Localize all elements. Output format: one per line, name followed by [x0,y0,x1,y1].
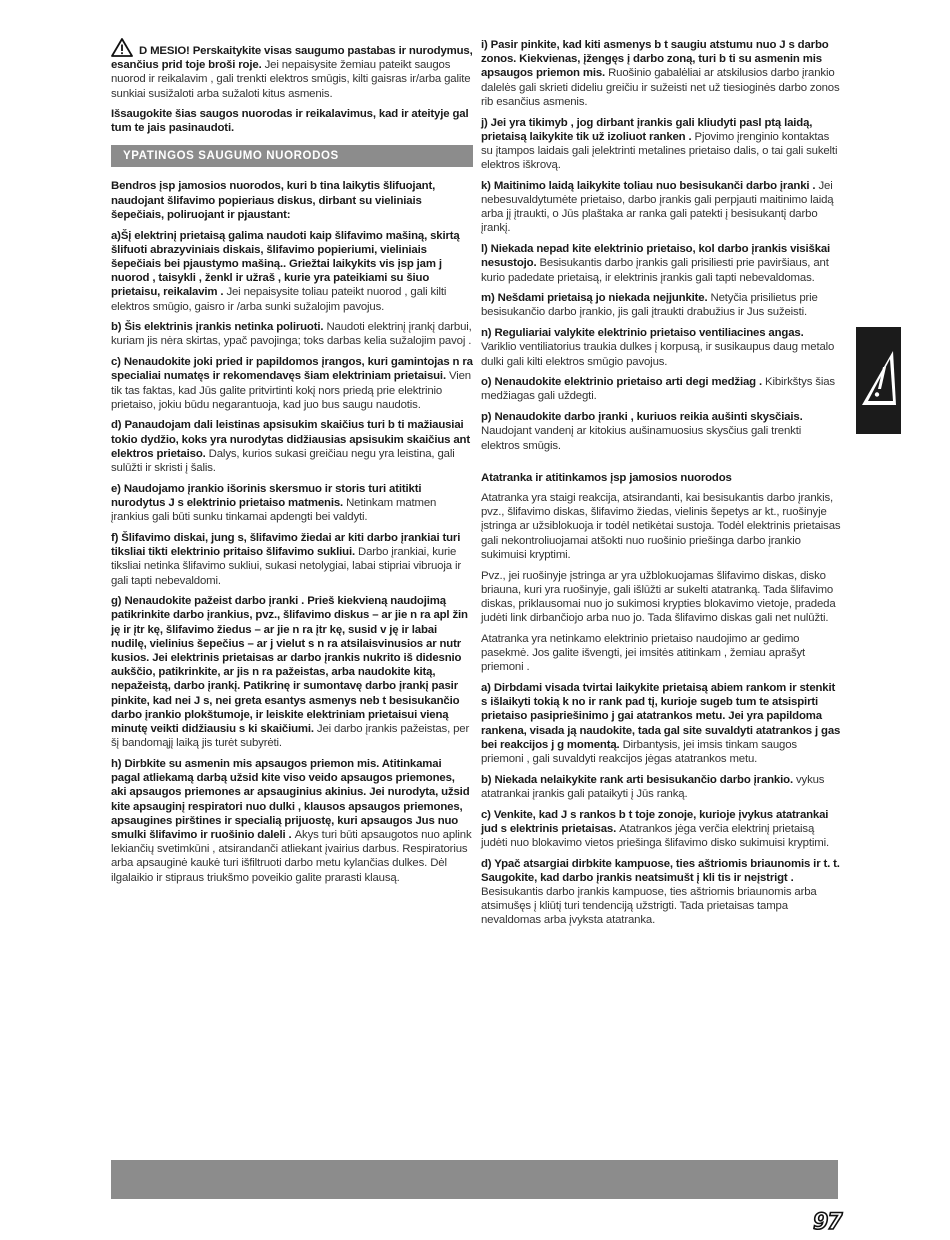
instruction-bold: b) Šis elektrinis įrankis netinka poliruoti. [111,321,324,334]
instruction-item [111,179,473,222]
keep-instructions-text: Išsaugokite šias saugos nuorodas ir reikalavimus, kad ir ateityje gal tum te jais pasinaudoti. [111,107,469,135]
instruction-item [481,569,841,626]
instruction-item [481,808,841,851]
instruction-bold: i) Pasir pinkite, kad kiti asmenys b t saugiu atstumu nuo J s darbo zonos. Kiekvienas, įžengęs į darbo zoną, turi b ti su asmenin mis apsaugos priemon mis. [481,39,829,80]
warning-body-text: Jei nepaisysite žemiau pateikt saugos nuorod ir reikalavim , gali trenkti elektros smūgis, kilti gaisras ir/arba galite sunkiai susižaloti arba sužaloti kitus asmenis. [111,59,471,100]
right-instructions [481,38,841,453]
instruction-bold: a)Šį elektrinį prietaisą galima naudoti kaip šlifavimo mašiną, skirtą šlifuoti abrazyviniais diskais, šlifavimo popieriumi, vieliniais šepečiais bei pjaustymo mašiną.. Griežtai laikykits vis įsp jam j nuorod , taisykli , ženkl ir užraš , kurie yra pateikiami su šiuo prietaisu, reikalavim . [111,229,460,299]
instruction-bold: f) Šlifavimo diskai, jung s, šlifavimo žiedai ar kiti darbo įrankiai turi tiksliai tikti elektrinio pritaiso šlifavimo sukliui. [111,531,461,559]
instruction-bold: e) Naudojamo įrankio išorinis skersmuo ir storis turi atitikti nurodytus J s elektrinio prietaiso matmenis. [111,482,422,509]
kickback-instructions [481,491,841,928]
page-number: 97 [813,1210,842,1235]
instruction-text: Besisukantis darbo įrankis kampuose, ties aštriomis briaunomis arba atsimušęs į kliūtį turi tendenciją užstrigti. Tada prietaisas tampa nevaldomas arba įvyksta atatranka. [481,886,817,927]
instruction-text: Jei nebesuvaldytumėte prietaiso, darbo įrankis gali perpjauti maitinimo laidą arba jį įtraukti, o Jūs plaštaka ar ranka gali patekti į besisukantį darbo įrankį. [481,179,834,235]
warning-paragraph [111,38,473,101]
instruction-item [481,179,841,236]
instruction-text: Pjovimo įrenginio kontaktas su įtampos laidais gali įelektrinti metalines prietaiso dalis, o tai gali sukelti elektros iškrovą. [481,130,838,172]
instruction-text: Atatranka yra netinkamo elektrinio prietaiso naudojimo ar gedimo pasekmė. Jos galite išvengti, jei imsitės atitinkam , žemiau aprašyt priemoni . [481,632,806,674]
instruction-item [481,681,841,766]
instruction-text: Naudoti elektrinį įrankį darbui, kuriam jis nėra skirtas, ypač pavojinga; toks darbas kelia sužalojim pavoj . [111,321,472,348]
instruction-text: Atatrankos jėga verčia elektrinį prietaisą judėti nuo blokavimo vietos priešinga šlifavimo disko sukimuisi kryptimi. [481,822,829,849]
instruction-bold: c) Venkite, kad J s rankos b t toje zonoje, kurioje įvykus atatrankai jud s elektrinis prietaisas. [481,808,829,835]
instruction-item [111,229,473,314]
instruction-bold: b) Niekada nelaikykite rank arti besisukančio darbo įrankio. [481,773,793,786]
instruction-item [111,418,473,475]
instruction-text: Jei darbo įrankis pažeistas, per šį bandomąjį laiką jis turėt subyrėti. [111,723,470,750]
instruction-text: Naudojant vandenį ar kitokius aušinamuosius skysčius gali trenkti elektros smūgis. [481,425,802,452]
instruction-text: Dalys, kurios sukasi greičiau negu yra leistina, gali sulūžti ir skristi į šalis. [111,447,455,475]
instruction-item [111,757,473,885]
instruction-text: Ruošinio gabalėliai ar atskilusios darbo įrankio dalelės gali skrieti dideliu greičiu ir sužeisti net už tiesioginės darbo zonos rib esančius asmenis. [481,67,840,108]
kickback-subheading: Atatranka ir atitinkamos įsp jamosios nuorodos [481,471,732,484]
instruction-item [481,116,841,173]
instruction-bold: l) Niekada nepad kite elektrinio prietaiso, kol darbo įrankis visiškai nesustojo. [481,243,831,270]
instruction-bold: j) Jei yra tikimyb , jog dirbant įrankis gali kliudyti pasl ptą laidą, prietaisą laikykite tik už izoliuot ranken . [481,116,813,143]
instruction-item [481,491,841,562]
instruction-item [481,375,841,403]
instruction-text: Darbo įrankiai, kurie tiksliai netinka šlifavimo sukliui, sukasi netolygiai, labai stipriai vibruoja ir gali tapti nebevaldomi. [111,546,461,587]
instruction-item [111,355,473,412]
instruction-item [111,482,473,525]
instruction-item [111,594,473,750]
instruction-item [481,38,841,109]
side-warning-tab [856,327,901,434]
section-title: YPATINGOS SAUGUMO NUORODOS [111,145,473,167]
right-column [481,38,841,934]
instruction-text: Akys turi būti apsaugotos nuo aplink lekiančių svetimkūni , atsirandanči atliekant įvairius darbus. Respiratorius arba apsauginė kaukė turi išfiltruoti darbo metu kylančias dulkes. Dėl ilgalaikio ir stipraus triukšmo poveikio galite prarasti klausą. [111,828,472,884]
left-column [111,38,473,891]
instruction-bold: p) Nenaudokite darbo įranki , kuriuos reikia aušinti skysčiais. [481,411,803,424]
instruction-text: Vien tik tas faktas, kad Jūs galite pritvirtinti kokį nors priedą prie elektrinio prietaiso, jokiu būdu negarantuoja, kad juo bus saugu naudotis. [111,370,471,411]
instruction-text: Pvz., jei ruošinyje įstringa ar yra užblokuojamas šlifavimo diskas, disko briauna, kuri yra ruošinyje, gali išlūžti ar sukelti atatranką. Tada šlifavimo diskas, priklausomai nuo jo sukimosi krypties blokavimo vietoje, pradeda judėti link dirbančiojo arba nuo jo. Tada šlifavimo diskas gali net nulūžti. [481,569,836,625]
instruction-text: Besisukantis darbo įrankis gali prisiliesti prie paviršiaus, ant kurio padedate prietaisą, ir elektrinis įrankis gali tapti nebevaldomas. [481,257,829,284]
warning-bold-text: D MESIO! Perskaitykite visas saugumo pastabas ir nurodymus, esančius prid toje broši roje. [111,45,473,72]
instruction-text: Atatranka yra staigi reakcija, atsirandanti, kai besisukantis darbo įrankis, pvz., šlifavimo diskas, šlifavimo žiedas, vielinis šepetys ar kt., ruošinyje įstringa ar užsiblokuoja ir todėl netikėtai sustoja. Todėl elektrinis prietaisas gali nekontroliuojamai atšokti nuo ruošinio priešinga darbo įrankio sukimuisi kryptimi. [481,491,841,561]
footer-bar [111,1160,838,1199]
instruction-bold: n) Reguliariai valykite elektrinio prietaiso ventiliacines angas. [481,327,804,340]
instruction-text: Kibirkštys šias medžiagas gali uždegti. [481,376,835,403]
instruction-bold: a) Dirbdami visada tvirtai laikykite prietaisą abiem rankom ir stenkit s išlaikyti tokią k no ir rank pad tį, kurioje sugeb tum te atsispirti prietaiso pasipriešinimo j gai atatrankos metu. Jei yra papildoma rankena, visada ją naudokite, tada gal site suvaldyti atatrankos j gas bei reakcijos j g momentą. [481,681,841,751]
instruction-text: Netinkam matmen įrankius gali būti sunku tinkamai apdengti bei valdyti. [111,496,437,524]
instruction-bold: h) Dirbkite su asmenin mis apsaugos priemon mis. Atitinkamai pagal atliekamą darbą užsid kite viso veido apsaugos priemones, aki apsaugos priemones ar apsauginius akinius. Jei nurodyta, užsid kite apsauginį respiratori nuo dulki , klausos apsaugos priemones, apsaugines pirštines ir specialią prijuostę, kuri apsaugos Jus nuo smulki šlifavimo ir ruošinio daleli . [111,757,470,841]
instruction-bold: d) Panaudojam dali leistinas apsisukim skaičius turi b ti mažiausiai tokio dydžio, koks yra nurodytas didžiausias apsisukim skaičius ant elektros prietaiso. [111,419,471,460]
instruction-item [481,291,841,319]
instruction-text: Dirbantysis, jei imsis tinkam saugos priemoni , gali suvaldyti reakcijos jėgas atatrankos metu. [481,738,797,765]
instruction-bold: Bendros įsp jamosios nuorodos, kuri b tina laikytis šlifuojant, naudojant šlifavimo popieriaus diskus, dirbant su vieliniais šepečiais, poliruojant ir pjaustant: [111,180,436,221]
instruction-item [481,632,841,675]
instruction-item [481,773,841,801]
instruction-bold: k) Maitinimo laidą laikykite toliau nuo besisukanči darbo įranki . [481,179,816,192]
instruction-item [111,320,473,348]
warning-triangle-icon [111,38,133,57]
instruction-item [481,242,841,285]
exclamation-triangle-icon [860,349,898,407]
instruction-text: Jei nepaisysite toliau pateikt nuorod , gali kilti elektros smūgio, gaisro ir /arba sunki sužalojim pavojus. [111,286,447,313]
instruction-text: Variklio ventiliatorius traukia dulkes į korpusą, ir susikaupus daug metalo dulki gali kilti elektros smūgio pavojus. [481,341,835,368]
instruction-bold: o) Nenaudokite elektrinio prietaiso arti degi medžiag . [481,376,763,389]
instruction-bold: d) Ypač atsargiai dirbkite kampuose, ties aštriomis briaunomis ir t. t. Saugokite, kad darbo įrankis neatsimušt į kli tis ir neįstrigt . [481,857,840,884]
instruction-bold: g) Nenaudokite pažeist darbo įranki . Prieš kiekvieną naudojimą patikrinkite darbo įrankius, pvz., šlifavimo diskus – ar jie n ra apl žin ję ir įtr kę, šlifavimo žiedus – ar jie n ra įtr kę, susid v ję ir labai nudilę, vielinius šepečius – ar j vielut s n ra atsilaisvinusios ar nutr kusios. Jei elektrinis prietaisas ar darbo įrankis nukrito iš didesnio aukščio, patikrinkite, ar jis n ra pažeistas, arba naudokite kitą, nepažeistą, darbo įrankį. Patikrinę ir sumontavę darbo įrankį pasir pinkite, kad nei J s, nei greta esantys asmenys neb t besisukančio darbo įrankio plokštumoje, ir leiskite elektriniam prietaisui vieną minutę veikti didžiausiu s ki skaičiumi. [111,595,468,736]
instruction-bold: m) Nešdami prietaisą jo niekada neįjunkite. [481,292,708,305]
instruction-item [481,326,841,369]
instruction-text: vykus atatrankai įrankis gali pataikyti į Jūs ranką. [481,773,825,800]
instruction-bold: c) Nenaudokite joki pried ir papildomos įrangos, kuri gamintojas n ra specialiai numatęs ir rekomendavęs šiam elektriniam prietaisui. [111,356,473,383]
left-instructions [111,179,473,884]
instruction-item [481,410,841,453]
instruction-item [481,857,841,928]
instruction-item [111,531,473,588]
instruction-text: Netyčia prisilietus prie besisukančio darbo įrankio, jis gali įtraukti drabužius ir Jus sužeisti. [481,292,818,319]
